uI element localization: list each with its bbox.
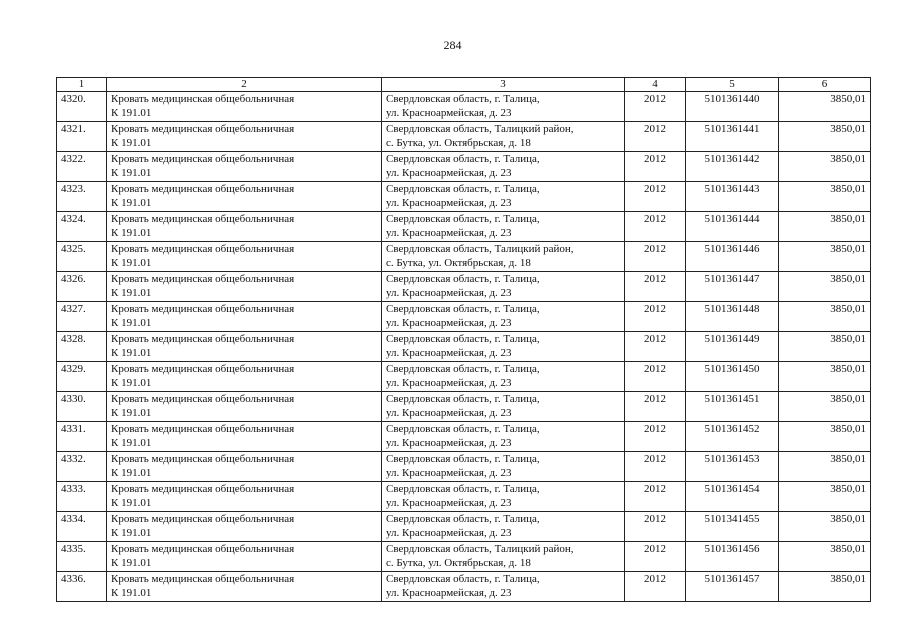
year-cell: 2012 (625, 332, 686, 362)
table-row (57, 452, 871, 482)
row-number: 4328. (57, 332, 107, 362)
row-number: 4335. (57, 542, 107, 572)
year-cell: 2012 (625, 212, 686, 242)
address-line-2: ул. Красноармейская, д. 23 (386, 197, 512, 209)
year-cell: 2012 (625, 542, 686, 572)
table-row (57, 92, 871, 122)
row-number: 4333. (57, 482, 107, 512)
year-cell: 2012 (625, 122, 686, 152)
row-number: 4329. (57, 362, 107, 392)
inventory-number-cell: 5101361446 (686, 242, 779, 272)
table-row (57, 302, 871, 332)
address-cell (382, 92, 625, 122)
column-header-4: 4 (625, 78, 686, 92)
row-number: 4323. (57, 182, 107, 212)
item-name-cell (107, 122, 382, 152)
item-model: К 191.01 (111, 227, 152, 239)
item-model: К 191.01 (111, 317, 152, 329)
address-line-2: с. Бутка, ул. Октябрьская, д. 18 (386, 257, 531, 269)
row-number: 4325. (57, 242, 107, 272)
table-row (57, 242, 871, 272)
cost-cell: 3850,01 (779, 392, 871, 422)
table-row (57, 152, 871, 182)
row-number: 4334. (57, 512, 107, 542)
page-number: 284 (443, 38, 462, 52)
address-cell (382, 512, 625, 542)
year-cell: 2012 (625, 392, 686, 422)
inventory-number-cell: 5101361442 (686, 152, 779, 182)
inventory-number-cell: 5101361452 (686, 422, 779, 452)
inventory-number-cell: 5101361453 (686, 452, 779, 482)
item-name: Кровать медицинская общебольничная (111, 273, 295, 285)
address-cell (382, 122, 625, 152)
inventory-number-cell: 5101361444 (686, 212, 779, 242)
year-cell: 2012 (625, 272, 686, 302)
address-cell (382, 542, 625, 572)
column-numbers-row (57, 78, 871, 92)
item-name-cell (107, 542, 382, 572)
address-cell (382, 272, 625, 302)
table-row (57, 422, 871, 452)
inventory-number-cell: 5101361447 (686, 272, 779, 302)
year-cell: 2012 (625, 512, 686, 542)
item-name: Кровать медицинская общебольничная (111, 213, 295, 225)
item-name-cell (107, 362, 382, 392)
table-row (57, 332, 871, 362)
inventory-number-cell: 5101361449 (686, 332, 779, 362)
cost-cell: 3850,01 (779, 512, 871, 542)
column-header-5: 5 (686, 78, 779, 92)
row-number: 4336. (57, 572, 107, 602)
cost-cell: 3850,01 (779, 422, 871, 452)
address-line-2: ул. Красноармейская, д. 23 (386, 377, 512, 389)
item-name: Кровать медицинская общебольничная (111, 93, 295, 105)
address-line-1: Свердловская область, Талицкий район, (386, 243, 574, 255)
item-name: Кровать медицинская общебольничная (111, 243, 295, 255)
cost-cell: 3850,01 (779, 542, 871, 572)
item-name: Кровать медицинская общебольничная (111, 363, 295, 375)
item-model: К 191.01 (111, 497, 152, 509)
address-line-2: с. Бутка, ул. Октябрьская, д. 18 (386, 137, 531, 149)
row-number: 4331. (57, 422, 107, 452)
row-number: 4332. (57, 452, 107, 482)
row-number: 4324. (57, 212, 107, 242)
year-cell: 2012 (625, 242, 686, 272)
item-model: К 191.01 (111, 407, 152, 419)
address-line-1: Свердловская область, г. Талица, (386, 303, 540, 315)
address-cell (382, 392, 625, 422)
inventory-number-cell: 5101361450 (686, 362, 779, 392)
item-name-cell (107, 242, 382, 272)
cost-cell: 3850,01 (779, 482, 871, 512)
address-line-1: Свердловская область, г. Талица, (386, 363, 540, 375)
item-name: Кровать медицинская общебольничная (111, 183, 295, 195)
inventory-number-cell: 5101361456 (686, 542, 779, 572)
cost-cell: 3850,01 (779, 272, 871, 302)
row-number: 4330. (57, 392, 107, 422)
item-name-cell (107, 572, 382, 602)
cost-cell: 3850,01 (779, 302, 871, 332)
item-name: Кровать медицинская общебольничная (111, 453, 295, 465)
address-line-2: ул. Красноармейская, д. 23 (386, 437, 512, 449)
table-row (57, 512, 871, 542)
address-line-1: Свердловская область, г. Талица, (386, 153, 540, 165)
year-cell: 2012 (625, 362, 686, 392)
address-line-2: ул. Красноармейская, д. 23 (386, 227, 512, 239)
address-cell (382, 242, 625, 272)
cost-cell: 3850,01 (779, 242, 871, 272)
address-line-2: ул. Красноармейская, д. 23 (386, 347, 512, 359)
inventory-number-cell: 5101361440 (686, 92, 779, 122)
inventory-number-cell: 5101361443 (686, 182, 779, 212)
item-name-cell (107, 422, 382, 452)
item-model: К 191.01 (111, 557, 152, 569)
item-model: К 191.01 (111, 197, 152, 209)
column-header-3: 3 (382, 78, 625, 92)
cost-cell: 3850,01 (779, 452, 871, 482)
address-line-1: Свердловская область, г. Талица, (386, 213, 540, 225)
address-line-2: ул. Красноармейская, д. 23 (386, 107, 512, 119)
table-header (57, 78, 871, 92)
column-header-6: 6 (779, 78, 871, 92)
address-line-2: ул. Красноармейская, д. 23 (386, 587, 512, 599)
item-name-cell (107, 212, 382, 242)
property-registry-table (56, 77, 871, 602)
item-model: К 191.01 (111, 167, 152, 179)
year-cell: 2012 (625, 482, 686, 512)
table-row (57, 362, 871, 392)
table-row (57, 272, 871, 302)
address-line-2: ул. Красноармейская, д. 23 (386, 497, 512, 509)
address-line-1: Свердловская область, г. Талица, (386, 483, 540, 495)
table-row (57, 212, 871, 242)
inventory-number-cell: 5101361454 (686, 482, 779, 512)
inventory-number-cell: 5101361448 (686, 302, 779, 332)
address-line-1: Свердловская область, г. Талица, (386, 513, 540, 525)
table-row (57, 182, 871, 212)
cost-cell: 3850,01 (779, 332, 871, 362)
table-row (57, 542, 871, 572)
year-cell: 2012 (625, 452, 686, 482)
cost-cell: 3850,01 (779, 122, 871, 152)
inventory-number-cell: 5101361457 (686, 572, 779, 602)
item-name-cell (107, 512, 382, 542)
year-cell: 2012 (625, 92, 686, 122)
item-name: Кровать медицинская общебольничная (111, 573, 295, 585)
address-line-2: с. Бутка, ул. Октябрьская, д. 18 (386, 557, 531, 569)
item-model: К 191.01 (111, 437, 152, 449)
address-line-1: Свердловская область, г. Талица, (386, 393, 540, 405)
table-row (57, 122, 871, 152)
address-line-1: Свердловская область, г. Талица, (386, 423, 540, 435)
address-cell (382, 332, 625, 362)
item-model: К 191.01 (111, 107, 152, 119)
item-model: К 191.01 (111, 377, 152, 389)
item-model: К 191.01 (111, 257, 152, 269)
table-row (57, 572, 871, 602)
cost-cell: 3850,01 (779, 92, 871, 122)
cost-cell: 3850,01 (779, 212, 871, 242)
address-cell (382, 452, 625, 482)
inventory-number-cell: 5101361451 (686, 392, 779, 422)
item-name: Кровать медицинская общебольничная (111, 543, 295, 555)
address-cell (382, 572, 625, 602)
table-body (57, 92, 871, 602)
address-cell (382, 152, 625, 182)
item-name: Кровать медицинская общебольничная (111, 513, 295, 525)
year-cell: 2012 (625, 182, 686, 212)
year-cell: 2012 (625, 302, 686, 332)
item-name-cell (107, 302, 382, 332)
item-name-cell (107, 182, 382, 212)
item-model: К 191.01 (111, 287, 152, 299)
address-line-2: ул. Красноармейская, д. 23 (386, 287, 512, 299)
item-name-cell (107, 392, 382, 422)
address-line-2: ул. Красноармейская, д. 23 (386, 467, 512, 479)
item-name-cell (107, 332, 382, 362)
address-line-1: Свердловская область, г. Талица, (386, 273, 540, 285)
address-line-2: ул. Красноармейская, д. 23 (386, 167, 512, 179)
item-name-cell (107, 482, 382, 512)
item-model: К 191.01 (111, 587, 152, 599)
item-name: Кровать медицинская общебольничная (111, 483, 295, 495)
cost-cell: 3850,01 (779, 182, 871, 212)
address-cell (382, 362, 625, 392)
row-number: 4322. (57, 152, 107, 182)
year-cell: 2012 (625, 152, 686, 182)
address-line-1: Свердловская область, г. Талица, (386, 453, 540, 465)
item-name-cell (107, 452, 382, 482)
address-line-1: Свердловская область, Талицкий район, (386, 543, 574, 555)
table-row (57, 392, 871, 422)
item-name: Кровать медицинская общебольничная (111, 333, 295, 345)
address-cell (382, 422, 625, 452)
item-name-cell (107, 152, 382, 182)
address-cell (382, 182, 625, 212)
address-cell (382, 302, 625, 332)
column-header-2: 2 (107, 78, 382, 92)
address-line-2: ул. Красноармейская, д. 23 (386, 407, 512, 419)
row-number: 4326. (57, 272, 107, 302)
inventory-number-cell: 5101341455 (686, 512, 779, 542)
item-model: К 191.01 (111, 467, 152, 479)
address-line-2: ул. Красноармейская, д. 23 (386, 527, 512, 539)
inventory-number-cell: 5101361441 (686, 122, 779, 152)
year-cell: 2012 (625, 572, 686, 602)
row-number: 4327. (57, 302, 107, 332)
cost-cell: 3850,01 (779, 572, 871, 602)
item-name-cell (107, 272, 382, 302)
item-model: К 191.01 (111, 137, 152, 149)
address-cell (382, 482, 625, 512)
address-line-1: Свердловская область, г. Талица, (386, 333, 540, 345)
item-model: К 191.01 (111, 527, 152, 539)
address-cell (382, 212, 625, 242)
address-line-1: Свердловская область, Талицкий район, (386, 123, 574, 135)
item-model: К 191.01 (111, 347, 152, 359)
address-line-1: Свердловская область, г. Талица, (386, 183, 540, 195)
address-line-1: Свердловская область, г. Талица, (386, 573, 540, 585)
row-number: 4321. (57, 122, 107, 152)
cost-cell: 3850,01 (779, 362, 871, 392)
column-header-1: 1 (57, 78, 107, 92)
year-cell: 2012 (625, 422, 686, 452)
table-row (57, 482, 871, 512)
address-line-2: ул. Красноармейская, д. 23 (386, 317, 512, 329)
item-name: Кровать медицинская общебольничная (111, 123, 295, 135)
row-number: 4320. (57, 92, 107, 122)
item-name-cell (107, 92, 382, 122)
item-name: Кровать медицинская общебольничная (111, 303, 295, 315)
item-name: Кровать медицинская общебольничная (111, 393, 295, 405)
cost-cell: 3850,01 (779, 152, 871, 182)
address-line-1: Свердловская область, г. Талица, (386, 93, 540, 105)
item-name: Кровать медицинская общебольничная (111, 153, 295, 165)
item-name: Кровать медицинская общебольничная (111, 423, 295, 435)
